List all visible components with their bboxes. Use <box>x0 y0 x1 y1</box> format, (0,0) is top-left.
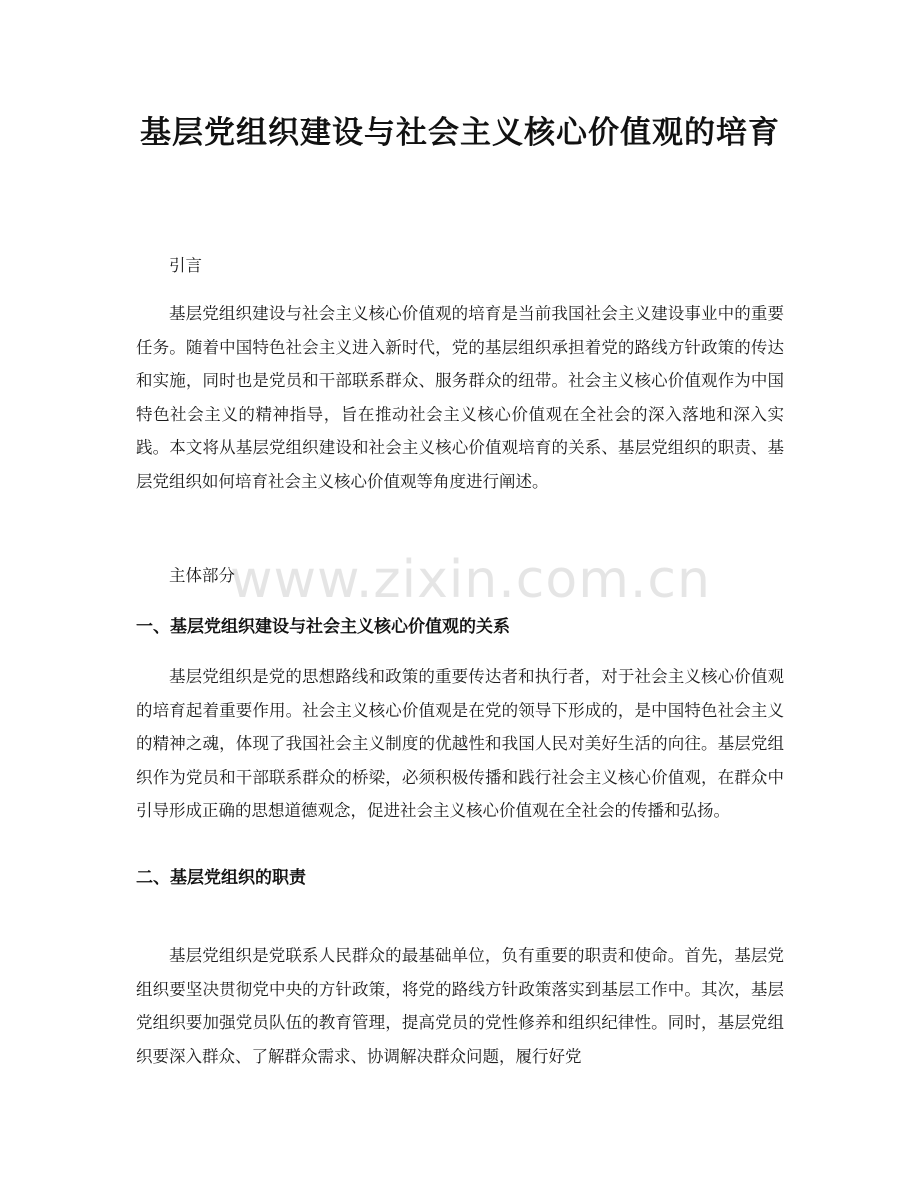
intro-paragraph: 基层党组织建设与社会主义核心价值观的培育是当前我国社会主义建设事业中的重要任务。随着中国特色社会主义进入新时代，党的基层组织承担着党的路线方针政策的传达和实施，同时也是党员和干部联系群众、服务群众的纽带。社会主义核心价值观作为中国特色社会主义的精神指导，旨在推动社会主义核心价值观在全社会的深入落地和深入实践。本文将从基层党组织建设和社会主义核心价值观培育的关系、基层党组织的职责、基层党组织如何培育社会主义核心价值观等角度进行阐述。 <box>136 304 784 491</box>
intro-label: 引言 <box>169 256 202 275</box>
body-label: 主体部分 <box>169 566 235 585</box>
section-1-paragraph: 基层党组织是党的思想路线和政策的重要传达者和执行者，对于社会主义核心价值观的培育起着重要作用。社会主义核心价值观是在党的领导下形成的，是中国特色社会主义的精神之魂，体现了我国社会主义制度的优越性和我国人民对美好生活的向往。基层党组织作为党员和干部联系群众的桥梁，必须积极传播和践行社会主义核心价值观，在群众中引导形成正确的思想道德观念，促进社会主义核心价值观在全社会的传播和弘扬。 <box>136 667 784 820</box>
section-2-heading: 二、基层党组织的职责 <box>136 868 306 888</box>
section-2-paragraph: 基层党组织是党联系人民群众的最基础单位，负有重要的职责和使命。首先，基层党组织要坚决贯彻党中央的方针政策，将党的路线方针政策落实到基层工作中。其次，基层党组织要加强党员队伍的教育管理，提高党员的党性修养和组织纪律性。同时，基层党组织要深入群众、了解群众需求、协调解决群众问题，履行好党 <box>136 946 784 1066</box>
section-1-heading: 一、基层党组织建设与社会主义核心价值观的关系 <box>136 617 510 637</box>
document-title: 基层党组织建设与社会主义核心价值观的培育 <box>140 115 780 151</box>
watermark-text: www.zixin.com.cn <box>230 550 711 610</box>
